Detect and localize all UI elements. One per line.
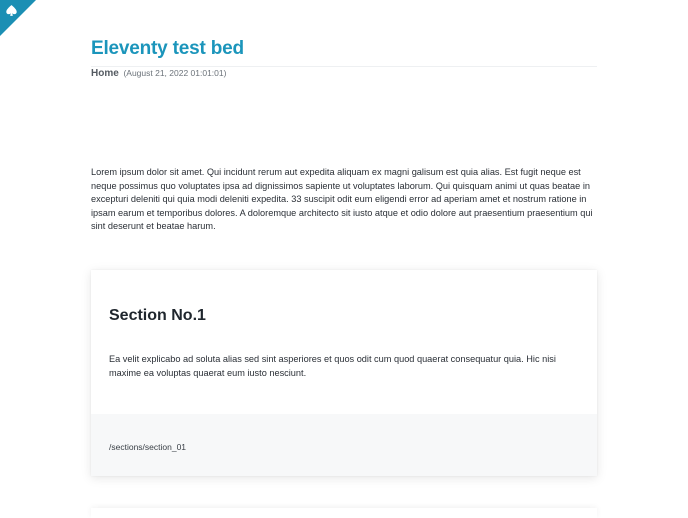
site-title[interactable]: Eleventy test bed <box>91 38 244 59</box>
post-date: (August 21, 2022 01:01:01) <box>123 68 227 78</box>
section-path: /sections/section_01 <box>109 442 187 452</box>
section-title: Section No.1 <box>109 307 206 324</box>
corner-badge[interactable] <box>0 0 36 36</box>
intro-paragraph: Lorem ipsum dolor sit amet. Qui incidunt rerum aut expedita aliquam ex magni galisum est quia alias. Est fugit neque est neque possimus quo voluptates ipsa ad dignissimos sapiente ut voluptates laborum. Qui quisquam animi ut quas beatae in excepturi deleniti qui quia modi deleniti expedita. 33 suscipit odit eum eligendi error ad aperiam amet et nostrum ratione in ipsam earum et temporibus dolores. A doloremque architecto sit iusto atque et odio dolore aut praesentium praesentium qui sint deserunt et beatae harum. <box>91 167 593 232</box>
post-meta <box>91 68 597 79</box>
header-divider <box>91 66 597 67</box>
section-card <box>91 270 597 476</box>
section-footer <box>91 414 597 476</box>
home-link[interactable]: Home <box>91 68 119 79</box>
spade-icon <box>5 4 18 17</box>
section-body: Ea velit explicabo ad soluta alias sed sint asperiores et quos odit cum quod quaerat consequatur quia. Hic nisi maxime ea voluptas quaerat eum iusto nesciunt. <box>109 354 556 378</box>
next-section-card <box>91 508 597 518</box>
